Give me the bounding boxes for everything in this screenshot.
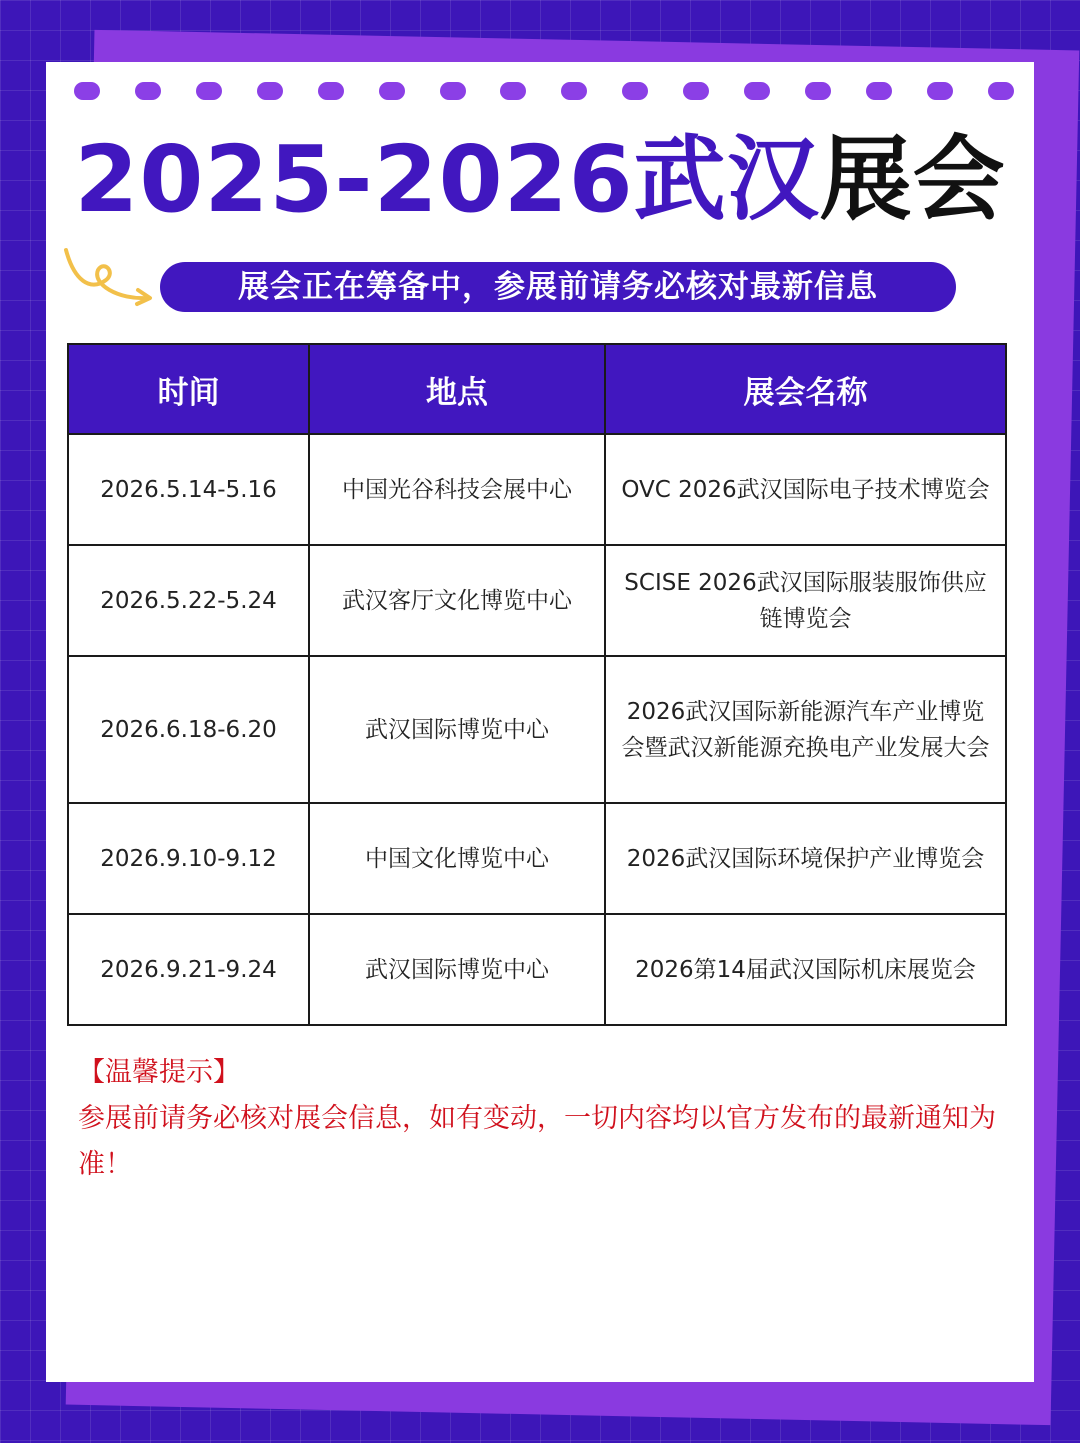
table-row <box>68 914 1006 1025</box>
row-venue: 中国文化博览中心 <box>309 803 605 914</box>
header-venue: 地点 <box>309 344 605 434</box>
row-name: 2026第14届武汉国际机床展览会 <box>605 914 1006 1025</box>
notice-box <box>78 1050 998 1188</box>
row-name: 2026武汉国际环境保护产业博览会 <box>605 803 1006 914</box>
row-name: OVC 2026武汉国际电子技术博览会 <box>605 434 1006 545</box>
header-time: 时间 <box>68 344 309 434</box>
exhibition-table <box>67 343 1007 1026</box>
row-date: 2026.5.14-5.16 <box>68 434 309 545</box>
row-venue: 武汉客厅文化博览中心 <box>309 545 605 656</box>
table-row <box>68 803 1006 914</box>
table-header-row <box>68 344 1006 434</box>
title-highlight: 2025-2026武汉 <box>74 126 820 233</box>
row-venue: 中国光谷科技会展中心 <box>309 434 605 545</box>
row-venue: 武汉国际博览中心 <box>309 914 605 1025</box>
table-row <box>68 434 1006 545</box>
table-row <box>68 545 1006 656</box>
table-row <box>68 656 1006 803</box>
row-date: 2026.9.21-9.24 <box>68 914 309 1025</box>
squiggle-arrow-icon <box>60 240 160 320</box>
notice-heading: 【温馨提示】 <box>78 1057 240 1088</box>
binder-holes <box>74 82 1014 102</box>
notice-body: 参展前请务必核对展会信息，如有变动，一切内容均以官方发布的最新通知为准！ <box>78 1103 996 1180</box>
row-name: 2026武汉国际新能源汽车产业博览会暨武汉新能源充换电产业发展大会 <box>605 656 1006 803</box>
header-name: 展会名称 <box>605 344 1006 434</box>
title-dark: 展会 <box>819 126 1006 233</box>
row-venue: 武汉国际博览中心 <box>309 656 605 803</box>
row-date: 2026.9.10-9.12 <box>68 803 309 914</box>
row-date: 2026.5.22-5.24 <box>68 545 309 656</box>
page-title <box>0 120 1080 240</box>
row-name: SCISE 2026武汉国际服装服饰供应链博览会 <box>605 545 1006 656</box>
subtitle-banner: 展会正在筹备中，参展前请务必核对最新信息 <box>160 262 956 312</box>
row-date: 2026.6.18-6.20 <box>68 656 309 803</box>
